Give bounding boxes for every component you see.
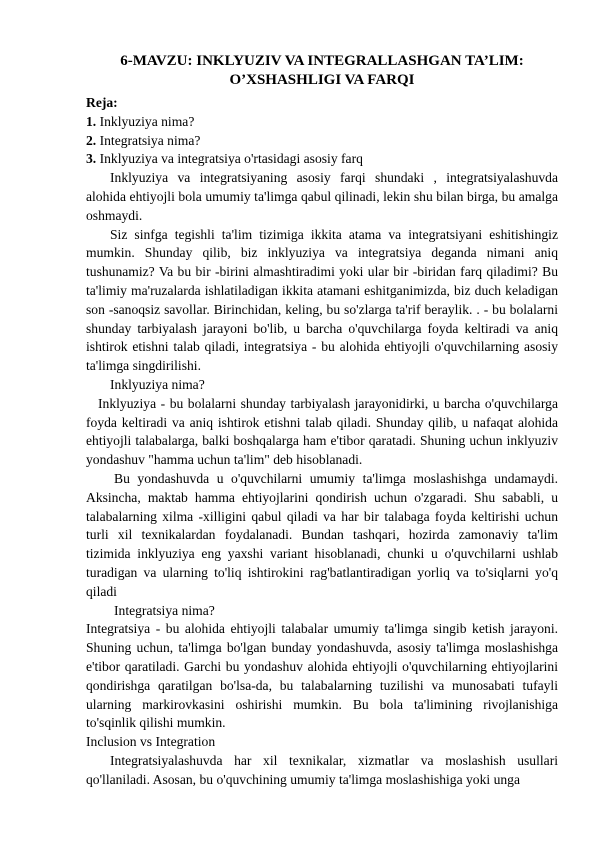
document-page [86, 52, 558, 789]
reja-item-number: 2. [86, 132, 97, 148]
title-line-1: 6-MAVZU: INKLYUZIV VA INTEGRALLASHGAN TA’LIM: [120, 53, 524, 69]
reja-item-text: Integratsiya nima? [96, 132, 201, 148]
paragraph-3: Inklyuziya - bu bolalarni shunday tarbiyalash jarayonidirki, u barcha o'quvchilarga foyda keltiradi va aniq ishtirok etishni talab qiladi. Shunday qilib, u nafaqat alohida ehtiyojli talabalarga, balki boshqalarga ham e'tibor qaratadi. Shuning uchun inklyuziv yondashuv "hamma uchun ta'lim" deb hisoblanadi. [86, 395, 558, 468]
paragraph-4: Bu yondashuvda u o'quvchilarni umumiy ta'limga moslashishga undamaydi. Aksincha, maktab hamma ehtiyojlarini qondirish uchun o'zgaradi. Shu sababli, u talabalarning xilma -xilligini qabul qiladi va har bir talabaga foyda keltirishi uchun turli xil texnikalardan foydalanadi. Bundan tashqari, hozirda zamonaviy ta'lim tizimida inklyuziya eng yaxshi variant hisoblanadi, chunki u o'quvchilarni ushlab turadigan va ularning to'liq ishtirokini rag'batlantiradigan yorliq va to'siqlarni yo'q qiladi [86, 470, 558, 599]
reja-item-text: Inklyuziya va integratsiya o'rtasidagi asosiy farq [96, 151, 363, 167]
paragraph-5: Integratsiya - bu alohida ehtiyojli talabalar umumiy ta'limga singib ketish jarayoni. Shuning uchun, ta'limga bo'lgan bunday yondashuvda, asosiy ta'limga moslashishga e'tibor qaratiladi. Garchi bu yondashuv alohida ehtiyojli o'quvchilarning ehtiyojlarini qondirishga qaratilgan bo'lsa-da, bu talabalarning tuzilishi va munosabati tufayli ularning markirovkasini oshirishi mumkin. Bu bola ta'limining rivojlanishiga to'sqinlik qilishi mumkin. [86, 621, 558, 731]
document-title [86, 52, 558, 90]
reja-section [86, 94, 558, 169]
subheading-inklyuziya: Inklyuziya nima? [110, 376, 205, 392]
paragraph-1: Inklyuziya va integratsiyaning asosiy farqi shundaki , integratsiyalashuvda alohida ehtiyojli bola umumiy ta'limga qabul qilinadi, lekin shu bilan birga, bu amalga oshmaydi. [86, 170, 558, 223]
reja-heading: Reja: [86, 95, 118, 110]
reja-item-number: 1. [86, 113, 97, 129]
reja-item-1 [86, 113, 558, 132]
subheading-inclusion-vs-integration: Inclusion vs Integration [86, 734, 216, 750]
reja-item-text: Inklyuziya nima? [96, 113, 195, 129]
reja-item-2 [86, 132, 558, 151]
reja-item-3 [86, 150, 558, 169]
paragraph-2: Siz sinfga tegishli ta'lim tizimiga ikkita atama va integratsiyani eshitishingiz mumkin. Shunday qilib, biz inklyuziya va integratsiya deganda nimani aniq tushunamiz? Va bu bir -birini almashtiradimi yoki ular bir -biridan farq qiladimi? Bu ta'limiy ma'ruzalarda ishlatiladigan ikkita atamani eshitganimizda, biz duch keladigan son -sanoqsiz savollar. Birinchidan, keling, bu so'zlarga ta'rif beraylik. . - bu bolalarni shunday tarbiyalash jarayoni bo'lib, u barcha o'quvchilarga foyda keltiradi va aniq ishtirok etishni talab qiladi, integratsiya - bu alohida ehtiyojli o'quvchilarning asosiy ta'limga singdirilishi. [86, 226, 558, 374]
subheading-integratsiya: Integratsiya nima? [114, 602, 215, 618]
reja-item-number: 3. [86, 151, 97, 167]
title-line-2: O’XSHASHLIGI VA FARQI [229, 72, 415, 88]
paragraph-6: Integratsiyalashuvda har xil texnikalar, xizmatlar va moslashish usullari qo'llaniladi. Asosan, bu o'quvchining umumiy ta'limga moslashishiga yoki unga [86, 752, 558, 787]
